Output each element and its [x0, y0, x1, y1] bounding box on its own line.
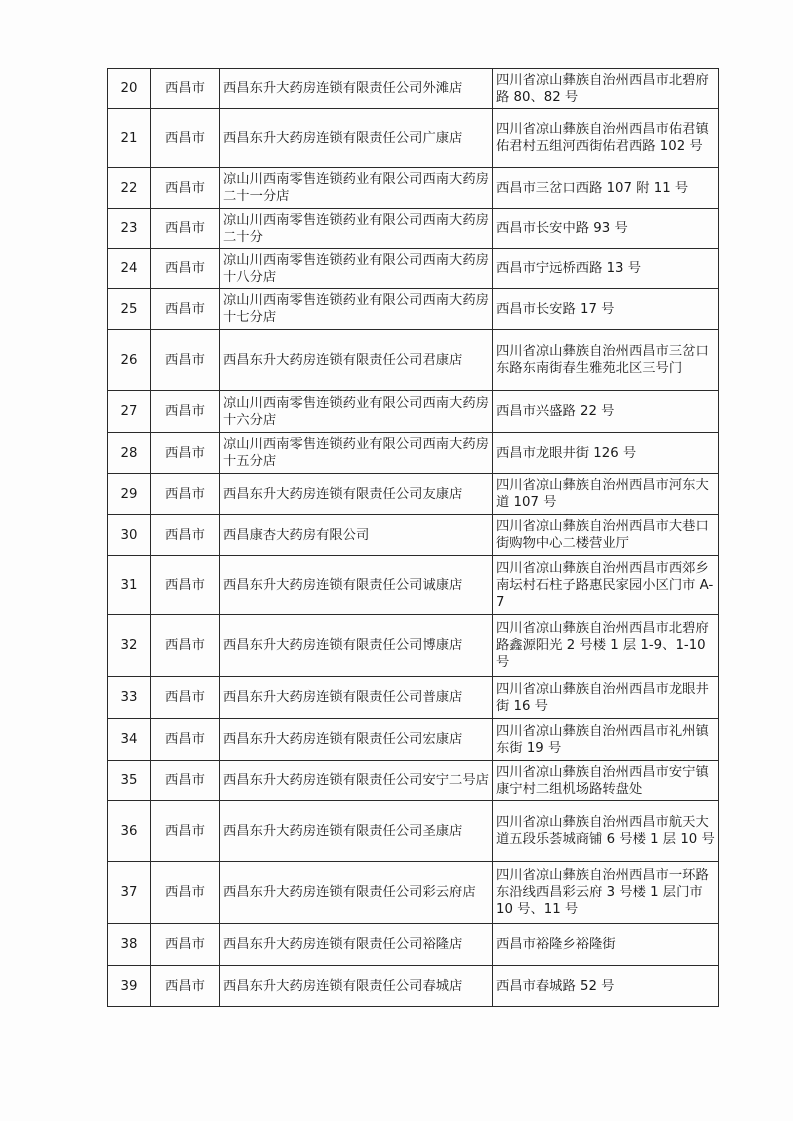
row-address: 西昌市春城路 52 号 — [493, 966, 719, 1007]
row-city: 西昌市 — [151, 556, 220, 615]
row-address: 西昌市龙眼井街 126 号 — [493, 433, 719, 474]
table-row — [108, 391, 719, 433]
row-address: 西昌市长安中路 93 号 — [493, 209, 719, 249]
table-row — [108, 862, 719, 924]
table-row — [108, 801, 719, 862]
table-row — [108, 69, 719, 109]
row-store-name: 凉山川西南零售连锁药业有限公司西南大药房二十分 — [220, 209, 493, 249]
row-store-name: 西昌康杏大药房有限公司 — [220, 515, 493, 556]
row-address: 四川省凉山彝族自治州西昌市佑君镇佑君村五组河西街佑君西路 102 号 — [493, 109, 719, 168]
row-address: 西昌市长安路 17 号 — [493, 289, 719, 330]
row-store-name: 西昌东升大药房连锁有限责任公司彩云府店 — [220, 862, 493, 924]
row-address: 西昌市三岔口西路 107 附 11 号 — [493, 168, 719, 209]
row-city: 西昌市 — [151, 924, 220, 966]
row-city: 西昌市 — [151, 109, 220, 168]
row-store-name: 西昌东升大药房连锁有限责任公司君康店 — [220, 330, 493, 391]
row-store-name: 凉山川西南零售连锁药业有限公司西南大药房十七分店 — [220, 289, 493, 330]
row-store-name: 凉山川西南零售连锁药业有限公司西南大药房十六分店 — [220, 391, 493, 433]
row-number: 38 — [108, 924, 151, 966]
row-store-name: 西昌东升大药房连锁有限责任公司友康店 — [220, 474, 493, 515]
table-row — [108, 330, 719, 391]
table-row — [108, 556, 719, 615]
row-number: 26 — [108, 330, 151, 391]
row-store-name: 西昌东升大药房连锁有限责任公司安宁二号店 — [220, 761, 493, 801]
table-row — [108, 924, 719, 966]
row-number: 31 — [108, 556, 151, 615]
row-city: 西昌市 — [151, 433, 220, 474]
table-row — [108, 209, 719, 249]
table-row — [108, 515, 719, 556]
row-city: 西昌市 — [151, 168, 220, 209]
row-number: 30 — [108, 515, 151, 556]
row-address: 四川省凉山彝族自治州西昌市大巷口街购物中心二楼营业厅 — [493, 515, 719, 556]
row-number: 22 — [108, 168, 151, 209]
row-city: 西昌市 — [151, 801, 220, 862]
row-number: 36 — [108, 801, 151, 862]
table-row — [108, 615, 719, 677]
row-number: 35 — [108, 761, 151, 801]
row-city: 西昌市 — [151, 474, 220, 515]
row-address: 四川省凉山彝族自治州西昌市北碧府路鑫源阳光 2 号楼 1 层 1-9、1-10 号 — [493, 615, 719, 677]
row-city: 西昌市 — [151, 862, 220, 924]
row-address: 四川省凉山彝族自治州西昌市一环路东沿线西昌彩云府 3 号楼 1 层门市 10 号、11 号 — [493, 862, 719, 924]
row-number: 21 — [108, 109, 151, 168]
row-number: 32 — [108, 615, 151, 677]
row-store-name: 西昌东升大药房连锁有限责任公司外滩店 — [220, 69, 493, 109]
row-address: 四川省凉山彝族自治州西昌市礼州镇东街 19 号 — [493, 719, 719, 761]
row-number: 37 — [108, 862, 151, 924]
row-city: 西昌市 — [151, 69, 220, 109]
row-store-name: 西昌东升大药房连锁有限责任公司裕隆店 — [220, 924, 493, 966]
row-city: 西昌市 — [151, 289, 220, 330]
row-address: 西昌市兴盛路 22 号 — [493, 391, 719, 433]
row-store-name: 西昌东升大药房连锁有限责任公司春城店 — [220, 966, 493, 1007]
row-address: 四川省凉山彝族自治州西昌市西郊乡南坛村石柱子路惠民家园小区门市 A-7 — [493, 556, 719, 615]
row-city: 西昌市 — [151, 966, 220, 1007]
table-row — [108, 966, 719, 1007]
row-number: 28 — [108, 433, 151, 474]
row-number: 34 — [108, 719, 151, 761]
row-store-name: 西昌东升大药房连锁有限责任公司博康店 — [220, 615, 493, 677]
table-row — [108, 761, 719, 801]
row-city: 西昌市 — [151, 515, 220, 556]
table-row — [108, 168, 719, 209]
table-row — [108, 289, 719, 330]
row-number: 24 — [108, 249, 151, 289]
row-city: 西昌市 — [151, 330, 220, 391]
row-number: 23 — [108, 209, 151, 249]
row-address: 四川省凉山彝族自治州西昌市北碧府路 80、82 号 — [493, 69, 719, 109]
row-city: 西昌市 — [151, 615, 220, 677]
pharmacy-table — [107, 68, 719, 1007]
row-store-name: 西昌东升大药房连锁有限责任公司普康店 — [220, 677, 493, 719]
row-city: 西昌市 — [151, 391, 220, 433]
row-city: 西昌市 — [151, 249, 220, 289]
row-number: 20 — [108, 69, 151, 109]
row-address: 四川省凉山彝族自治州西昌市航天大道五段乐荟城商铺 6 号楼 1 层 10 号 — [493, 801, 719, 862]
row-address: 四川省凉山彝族自治州西昌市三岔口东路东南街春生雅苑北区三号门 — [493, 330, 719, 391]
row-number: 29 — [108, 474, 151, 515]
row-address: 西昌市宁远桥西路 13 号 — [493, 249, 719, 289]
table-row — [108, 433, 719, 474]
row-store-name: 西昌东升大药房连锁有限责任公司宏康店 — [220, 719, 493, 761]
table-row — [108, 677, 719, 719]
row-store-name: 西昌东升大药房连锁有限责任公司诚康店 — [220, 556, 493, 615]
table-row — [108, 474, 719, 515]
row-store-name: 凉山川西南零售连锁药业有限公司西南大药房十五分店 — [220, 433, 493, 474]
table-row — [108, 719, 719, 761]
row-store-name: 西昌东升大药房连锁有限责任公司圣康店 — [220, 801, 493, 862]
row-address: 四川省凉山彝族自治州西昌市龙眼井街 16 号 — [493, 677, 719, 719]
row-number: 33 — [108, 677, 151, 719]
row-number: 27 — [108, 391, 151, 433]
row-address: 西昌市裕隆乡裕隆街 — [493, 924, 719, 966]
row-store-name: 凉山川西南零售连锁药业有限公司西南大药房十八分店 — [220, 249, 493, 289]
row-number: 25 — [108, 289, 151, 330]
row-store-name: 凉山川西南零售连锁药业有限公司西南大药房二十一分店 — [220, 168, 493, 209]
row-city: 西昌市 — [151, 677, 220, 719]
row-number: 39 — [108, 966, 151, 1007]
row-address: 四川省凉山彝族自治州西昌市安宁镇康宁村二组机场路转盘处 — [493, 761, 719, 801]
table-row — [108, 249, 719, 289]
row-city: 西昌市 — [151, 719, 220, 761]
row-store-name: 西昌东升大药房连锁有限责任公司广康店 — [220, 109, 493, 168]
table-row — [108, 109, 719, 168]
row-address: 四川省凉山彝族自治州西昌市河东大道 107 号 — [493, 474, 719, 515]
row-city: 西昌市 — [151, 209, 220, 249]
row-city: 西昌市 — [151, 761, 220, 801]
